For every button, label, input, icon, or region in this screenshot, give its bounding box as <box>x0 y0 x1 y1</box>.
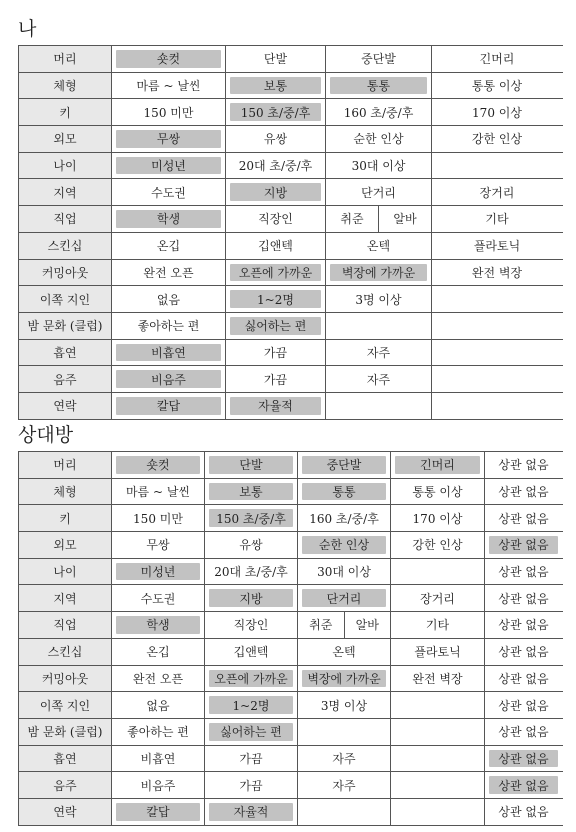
option-cell-selected: 자율적 <box>226 393 326 419</box>
option-cell-selected: 통통 <box>298 479 391 505</box>
option-cell: 완전 오픈 <box>112 260 226 286</box>
option-cell: 강한 인상 <box>471 132 523 147</box>
table-row <box>19 666 563 693</box>
row-label: 음주 <box>19 366 112 392</box>
table-row <box>19 46 563 73</box>
table-row <box>19 585 563 612</box>
option-cell: 150 미만 <box>112 505 205 531</box>
option-cell <box>391 559 485 585</box>
option-cell-selected: 오픈에 가까운 <box>205 666 298 692</box>
row-label: 머리 <box>19 452 112 478</box>
option-cell: 통통 이상 <box>471 79 523 94</box>
row-label: 이쪽 지인 <box>19 286 112 312</box>
option-cell-selected: 학생 <box>112 206 226 232</box>
option-cell: 수도권 <box>112 585 205 611</box>
table-row <box>19 233 563 260</box>
option-cell: 수도권 <box>112 179 226 205</box>
option-cell-selected: 1~2명 <box>226 286 326 312</box>
option-cell-selected: 비음주 <box>112 366 226 392</box>
option-cell <box>298 719 391 745</box>
row-label: 직업 <box>19 612 112 638</box>
row-label: 흡연 <box>19 340 112 366</box>
option-cell-selected: 단거리 <box>298 585 391 611</box>
option-cell: 20대 초/중/후 <box>205 559 298 585</box>
option-cell: 상관 없음 <box>498 591 549 606</box>
option-cell <box>391 799 485 825</box>
row-label: 체형 <box>19 73 112 99</box>
option-cell: 기타 <box>485 212 509 227</box>
table-row <box>19 313 563 340</box>
table-row <box>19 639 563 666</box>
table-row <box>19 612 563 639</box>
option-cell: 온깁 <box>112 639 205 665</box>
row-label: 외모 <box>19 126 112 152</box>
option-cell: 자주 <box>326 340 432 366</box>
option-cell-selected: 칼답 <box>112 393 226 419</box>
option-cell-selected: 1~2명 <box>205 692 298 718</box>
row-label: 스킨십 <box>19 233 112 259</box>
option-cell <box>432 340 562 366</box>
table-row <box>19 719 563 746</box>
option-cell: 순한 인상 <box>326 126 432 152</box>
option-cell: 20대 초/중/후 <box>226 153 326 179</box>
option-cell-selected: 통통 <box>326 73 432 99</box>
option-cell: 알바 <box>355 618 379 633</box>
option-cell: 상관 없음 <box>498 725 549 740</box>
table-row <box>19 692 563 719</box>
table-row <box>19 559 563 586</box>
option-cell: 유쌍 <box>205 532 298 558</box>
row-label: 이쪽 지인 <box>19 692 112 718</box>
option-cell: 상관 없음 <box>498 645 549 660</box>
option-cell: 가끔 <box>205 772 298 798</box>
option-cell: 취준 <box>298 612 345 638</box>
option-cell-selected: 지방 <box>205 585 298 611</box>
table-row <box>19 505 563 532</box>
option-cell: 자주 <box>298 772 391 798</box>
option-cell-selected: 중단발 <box>298 452 391 478</box>
row-label: 키 <box>19 505 112 531</box>
option-cell-selected: 150 초/중/후 <box>226 99 326 125</box>
option-cell: 완전 벽장 <box>391 666 485 692</box>
option-cell: 장거리 <box>391 585 485 611</box>
option-cell <box>326 313 432 339</box>
row-label: 머리 <box>19 46 112 72</box>
option-cell <box>391 692 485 718</box>
option-cell-selected: 학생 <box>112 612 205 638</box>
option-cell-selected: 벽장에 가까운 <box>298 666 391 692</box>
option-cell <box>326 393 432 419</box>
row-label: 연락 <box>19 393 112 419</box>
option-cell-selected: 긴머리 <box>391 452 485 478</box>
option-cell: 비흡연 <box>112 746 205 772</box>
option-cell-selected: 칼답 <box>112 799 205 825</box>
option-cell-selected: 지방 <box>226 179 326 205</box>
row-label: 스킨십 <box>19 639 112 665</box>
option-cell: 없음 <box>112 692 205 718</box>
option-cell: 기타 <box>391 612 485 638</box>
table-row <box>19 260 563 287</box>
section-title-me: 나 <box>18 18 37 40</box>
option-cell: 가끔 <box>205 746 298 772</box>
row-label: 키 <box>19 99 112 125</box>
table-row <box>19 532 563 559</box>
row-label: 나이 <box>19 559 112 585</box>
row-label: 지역 <box>19 585 112 611</box>
option-cell-selected: 순한 인상 <box>298 532 391 558</box>
option-cell: 통통 이상 <box>391 479 485 505</box>
row-label: 직업 <box>19 206 112 232</box>
option-cell: 좋아하는 편 <box>112 719 205 745</box>
option-cell <box>432 313 562 339</box>
row-label: 커밍아웃 <box>19 666 112 692</box>
table-row <box>19 73 563 100</box>
option-cell: 직장인 <box>205 612 298 638</box>
table-row <box>19 366 563 393</box>
option-cell: 무쌍 <box>112 532 205 558</box>
option-cell: 가끔 <box>226 366 326 392</box>
option-cell-selected: 150 초/중/후 <box>205 505 298 531</box>
table-row <box>19 153 563 180</box>
option-cell: 150 미만 <box>112 99 226 125</box>
option-cell: 상관 없음 <box>498 698 549 713</box>
option-cell-selected: 무쌍 <box>112 126 226 152</box>
table-row <box>19 206 563 233</box>
option-cell: 직장인 <box>226 206 326 232</box>
option-cell: 온깁 <box>112 233 226 259</box>
option-cell-selected: 숏컷 <box>112 452 205 478</box>
section-title-partner: 상대방 <box>18 424 74 446</box>
option-cell-selected: 오픈에 가까운 <box>226 260 326 286</box>
option-cell <box>391 719 485 745</box>
option-cell <box>432 286 562 312</box>
option-cell <box>432 366 562 392</box>
option-cell-selected: 비흡연 <box>112 340 226 366</box>
row-label: 흡연 <box>19 746 112 772</box>
option-cell: 플라토닉 <box>473 239 521 254</box>
option-cell: 가끔 <box>226 340 326 366</box>
option-cell: 상관 없음 <box>498 511 549 526</box>
option-cell <box>432 153 562 179</box>
option-cell: 상관 없음 <box>498 618 549 633</box>
row-label: 체형 <box>19 479 112 505</box>
table-row <box>19 99 563 126</box>
option-cell: 170 이상 <box>391 505 485 531</box>
option-cell: 좋아하는 편 <box>112 313 226 339</box>
option-cell: 170 이상 <box>472 105 522 120</box>
option-cell-selected: 싫어하는 편 <box>226 313 326 339</box>
option-cell: 3명 이상 <box>326 286 432 312</box>
table-row <box>19 799 563 826</box>
option-cell: 자주 <box>326 366 432 392</box>
option-cell-selected: 보통 <box>205 479 298 505</box>
option-cell-selected: 보통 <box>226 73 326 99</box>
option-cell: 상관 없음 <box>498 485 549 500</box>
option-cell: 30대 이상 <box>298 559 391 585</box>
table-row <box>19 772 563 799</box>
option-cell: 마름 ~ 날씬 <box>112 479 205 505</box>
option-cell: 마름 ~ 날씬 <box>112 73 226 99</box>
option-cell: 장거리 <box>479 185 515 200</box>
option-cell: 깁앤텍 <box>205 639 298 665</box>
partner-preference-table <box>18 451 563 826</box>
option-cell-selected: 미성년 <box>112 559 205 585</box>
option-cell: 상관 없음 <box>498 805 549 820</box>
option-cell: 상관 없음 <box>498 671 549 686</box>
row-label: 연락 <box>19 799 112 825</box>
table-row <box>19 179 563 206</box>
option-cell <box>298 799 391 825</box>
row-label: 지역 <box>19 179 112 205</box>
option-cell: 비음주 <box>112 772 205 798</box>
option-cell: 단발 <box>226 46 326 72</box>
option-cell: 3명 이상 <box>298 692 391 718</box>
option-cell: 단거리 <box>326 179 432 205</box>
option-cell-split <box>298 612 391 638</box>
table-row <box>19 746 563 773</box>
option-cell-selected: 자율적 <box>205 799 298 825</box>
option-cell: 취준 <box>326 206 379 232</box>
option-cell-selected: 상관 없음 <box>485 532 562 558</box>
table-row <box>19 452 563 479</box>
option-cell: 160 초/중/후 <box>298 505 391 531</box>
option-cell: 완전 오픈 <box>112 666 205 692</box>
option-cell: 30대 이상 <box>326 153 432 179</box>
option-cell: 160 초/중/후 <box>326 99 432 125</box>
option-cell: 자주 <box>298 746 391 772</box>
option-cell: 알바 <box>393 212 417 227</box>
option-cell-selected: 상관 없음 <box>485 772 562 798</box>
option-cell: 상관 없음 <box>498 565 549 580</box>
option-cell: 깁앤텍 <box>226 233 326 259</box>
option-cell <box>432 393 562 419</box>
option-cell-selected: 숏컷 <box>112 46 226 72</box>
table-row <box>19 479 563 506</box>
option-cell: 온텍 <box>298 639 391 665</box>
option-cell: 긴머리 <box>479 52 515 67</box>
option-cell: 유쌍 <box>226 126 326 152</box>
option-cell: 온텍 <box>326 233 432 259</box>
option-cell-split <box>326 206 432 232</box>
row-label: 나이 <box>19 153 112 179</box>
option-cell <box>391 772 485 798</box>
table-row <box>19 393 563 420</box>
option-cell: 완전 벽장 <box>471 265 523 280</box>
row-label: 음주 <box>19 772 112 798</box>
option-cell <box>391 746 485 772</box>
row-label: 밤 문화 (클럽) <box>19 719 112 745</box>
option-cell: 중단발 <box>326 46 432 72</box>
option-cell: 플라토닉 <box>391 639 485 665</box>
option-cell: 강한 인상 <box>391 532 485 558</box>
row-label: 밤 문화 (클럽) <box>19 313 112 339</box>
option-cell: 없음 <box>112 286 226 312</box>
option-cell-selected: 벽장에 가까운 <box>326 260 432 286</box>
option-cell-selected: 싫어하는 편 <box>205 719 298 745</box>
option-cell-selected: 상관 없음 <box>485 746 562 772</box>
option-cell-selected: 미성년 <box>112 153 226 179</box>
table-row <box>19 126 563 153</box>
row-label: 외모 <box>19 532 112 558</box>
option-cell-selected: 단발 <box>205 452 298 478</box>
option-cell: 상관 없음 <box>498 458 549 473</box>
table-row <box>19 340 563 367</box>
table-row <box>19 286 563 313</box>
my-profile-table <box>18 45 563 420</box>
row-label: 커밍아웃 <box>19 260 112 286</box>
